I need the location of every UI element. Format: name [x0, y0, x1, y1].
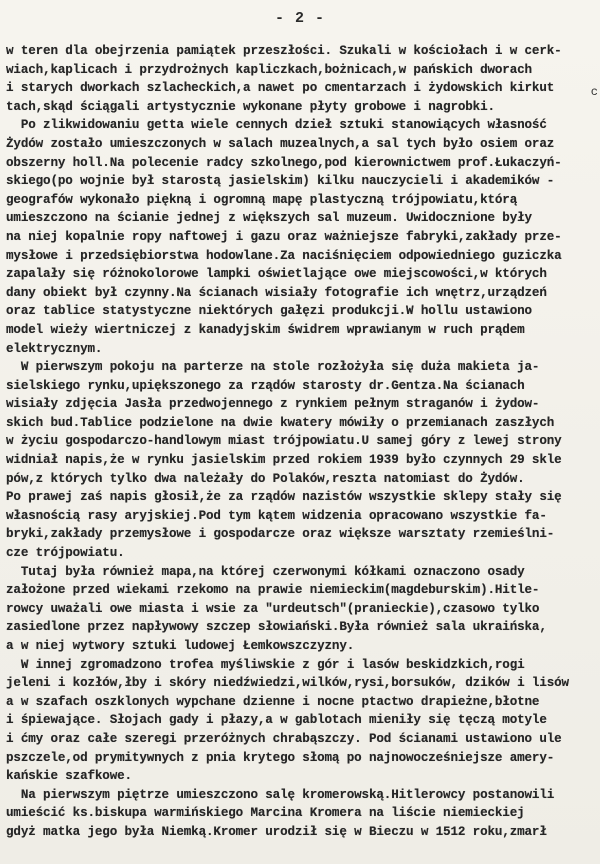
text-line: jeleni i kozłów,łby i skóry niedźwiedzi,wilków,rysi,borsuków, dzików i lisów: [6, 676, 569, 691]
text-line: a w szafach oszklonych wypchane dzienne i nocne ptactwo drapieżne,błotne: [6, 694, 540, 709]
text-line: umieszczono na ścianie jednej z większych sal muzeum. Uwidocznione były: [6, 211, 532, 226]
text-line: mysłowe i przedsiębiorstwa hodowlane.Za naciśnięciem odpowiedniego guziczka: [6, 248, 562, 263]
text-line: widniał napis,że w rynku jasielskim przed rokiem 1939 było czynnych 29 skle: [6, 453, 562, 468]
text-line: zasiedlone przez napływowy szczep słowiański.Była również sala ukraińska,: [6, 620, 547, 635]
paragraph: [6, 42, 594, 116]
text-line: W pierwszym pokoju na parterze na stole rozłożyła się duża makieta ja-: [6, 360, 540, 375]
text-line: Na pierwszym piętrze umieszczono salę kromerowską.Hitlerowcy postanowili: [6, 787, 555, 802]
text-line: wisiały zdjęcia Jasła przedwojennego z rynkiem pełnym straganów i żydow-: [6, 397, 540, 412]
text-line: założone przed wiekami rzekomo na prawie niemieckim(magdeburskim).Hitle-: [6, 583, 540, 598]
text-line: rowcy uważali owe miasta i wsie za "urdeutsch"(pranieckie),czasowo tylko: [6, 601, 540, 616]
text-line: i starych dworkach szlacheckich,a nawet po cmentarzach i żydowskich kirkut: [6, 81, 555, 96]
text-line: tach,skąd ściągali artystycznie wykonane płyty grobowe i nagrobki.: [6, 99, 495, 114]
paragraph: [6, 116, 594, 358]
paragraph: [6, 656, 594, 786]
paragraph: [6, 786, 594, 842]
text-line: oraz tablice statystyczne niektórych gałęzi produkcji.W hollu ustawiono: [6, 304, 532, 319]
text-line: a w niej wytwory sztuki ludowej Łemkowszczyzny.: [6, 639, 355, 653]
text-line: W innej zgromadzono trofea myśliwskie z gór i lasów beskidzkich,rogi: [6, 657, 525, 672]
margin-mark: c: [590, 85, 598, 99]
text-line: bryki,zakłady przemysłowe i gospodarcze oraz większe warsztaty rzemieślni-: [6, 527, 555, 542]
text-line: i ćmy oraz całe szeregi przeróżnych chrabąszczy. Pod ścianami ustawiono ule: [6, 731, 562, 746]
text-line: Żydów zostało umieszczonych w salach muzealnych,a sal tych było osiem oraz: [6, 136, 555, 151]
text-line: kańskie szafkowe.: [6, 769, 132, 784]
text-line: pszczele,od prymitywnych z pnia krytego słomą po najnowocześniejsze amery-: [6, 750, 555, 765]
text-line: model wieży wiertniczej z kanadyjskim świdrem wprawianym w ruch prądem: [6, 322, 525, 337]
text-line: obszerny holl.Na polecenie radcy szkolnego,pod kierownictwem prof.Łukaczyń-: [6, 155, 562, 170]
paragraph: [6, 358, 594, 563]
paragraph: [6, 563, 594, 656]
text-line: w teren dla obejrzenia pamiątek przeszłości. Szukali w kościołach i w cerk-: [6, 44, 562, 58]
text-line: w życiu gospodarczo-handlowym miast trójpowiatu.U samej góry z lewej strony: [6, 434, 562, 449]
text-line: i śpiewające. Słojach gady i płazy,a w gablotach mieniły się tęczą motyle: [6, 713, 547, 728]
text-line: Po zlikwidowaniu getta wiele cennych dzieł sztuki stanowiących własność: [6, 118, 547, 133]
text-line: pów,z których tylko dwa należały do Polaków,reszta natomiast do Żydów.: [6, 471, 525, 486]
text-line: skich bud.Tablice podzielone na dwie kwatery mówiły o przemianach zaszłych: [6, 415, 555, 430]
text-line: dany obiekt był czynny.Na ścianach wisiały fotografie ich wnętrz,urządzeń: [6, 285, 547, 300]
text-line: geografów wykonało piękną i ogromną mapę plastyczną trójpowiatu,którą: [6, 192, 518, 207]
text-line: gdyż matka jego była Niemką.Kromer urodził się w Bieczu w 1512 roku,zmarł: [6, 824, 547, 839]
text-line: na niej kopalnie ropy naftowej i gazu oraz ważniejsze fabryki,zakłady prze-: [6, 229, 562, 244]
text-line: cze trójpowiatu.: [6, 546, 125, 561]
text-line: Tutaj była również mapa,na której czerwonymi kółkami oznaczono osady: [6, 564, 525, 579]
text-line: umieścić ks.biskupa warmińskiego Marcina Kromera na liście niemieckiej: [6, 806, 525, 821]
text-line: Po prawej zaś napis głosił,że za rządów nazistów wszystkie sklepy stały się: [6, 490, 562, 505]
text-line: zapalały się różnokolorowe lampki oświetlające owe miejscowości,w których: [6, 267, 547, 282]
text-line: własnością rasy aryjskiej.Pod tym kątem widzenia opracowano wszystkie fa-: [6, 508, 547, 523]
page-number: - 2 -: [274, 10, 325, 27]
text-line: elektrycznym.: [6, 341, 103, 356]
typewritten-text-body: [6, 42, 594, 842]
text-line: sielskiego rynku,upiększonego za rządów starosty dr.Gentza.Na ścianach: [6, 378, 525, 393]
text-line: wiach,kaplicach i przydrożnych kapliczkach,bożnicach,w pańskich dworach: [6, 62, 532, 77]
text-line: skiego(po wojnie był starostą jasielskim) kilku nauczycieli i akademików -: [6, 174, 555, 189]
